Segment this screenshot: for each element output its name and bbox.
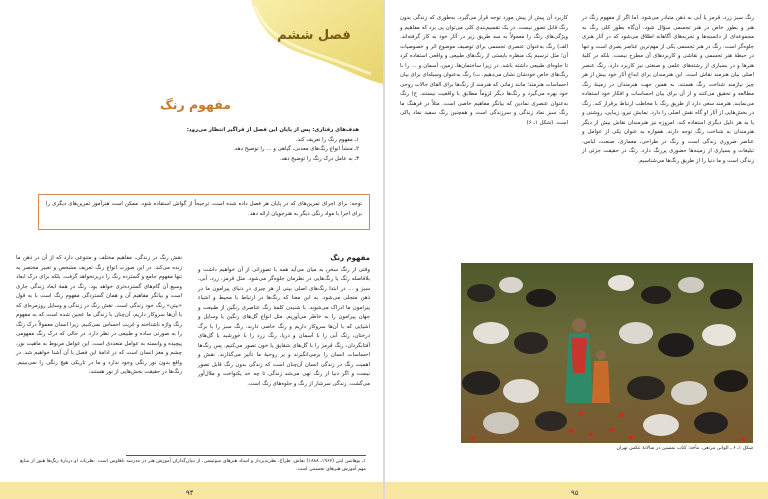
text-column-right — [198, 254, 370, 389]
behavioral-objectives — [59, 126, 359, 164]
objective-item: ۳ـ به عامل درک رنگ را توضیح دهد. — [279, 155, 359, 162]
body-paragraph: وقتی از رنگ سخن به میان می‌آید همه با تصوراتی از آن خواهیم داشت و بلافاصله رنگ یا رنگ‌هایی در نظرمان جلوه‌گر می‌شود. مثل قرمز، زرد، آبی، سبز و … در ابتدا رنگ‌های اصلی بینی از هر چیزی در دنیای پیرامون ما در ذهن متجلی می‌شود. به این معنا که رنگ‌ها در ارتباط با محیط و اشیاء پیرامون ما ادراک می‌شوند. با شنیدن کلمهٔ رنگ عناصری رنگین از طبیعت و جهان پیرامون را به خاطر می‌آوریم. مثل انواع گل‌های رنگین یا وسایل و اشیایی که با آن‌ها سروکار داریم و رنگ خاصی دارند. رنگ سبز را با برگ درختان، رنگ آبی را با آسمان و دریا، رنگ زرد را با خورشید یا گل‌های آفتابگردان، رنگ قرمز را با گل‌های شقایق یا خون تصور می‌کنیم. پس رنگ‌ها احساسات انسان را برمی‌انگیزند و بر روحیهٔ ما تأثیر می‌گذارند. نقش و اهمیت رنگ در زندگی انسان آن‌چنان است که زندگی بدون رنگ قابل تصور نیست و اگر دنیا از رنگ تهی می‌شد زندگی تا چه حد یکنواخت و ملال‌آور می‌گشت. زندگی سرشار از رنگ و جلوه‌های رنگ است. — [198, 266, 370, 387]
footnote-divider — [126, 455, 366, 456]
text-column-left: کاربرد آن پیش از پیش مورد توجه قرار می‌گیرد. به‌طوری که زندگی بدون رنگ قابل تصور نیست. در یک تقسیم‌بندی کلی می‌توان پی برد که مفاهیم و ویژگی‌های رنگ را معمولاً به سه طریق زیر در آثار خود به کار گرفته‌اند. الف) رنگ به‌عنوان عنصری تجسمی برای توصیف موضوع اثر و خصوصیات آن؛ مثل ترسیم یک منظره بایستی از رنگ‌های طبیعی و واقعی استفاده کرد تا جلوه‌ای طبیعی داشته باشد. در زیرا ساختمان‌ها، زمین، آسمان و … را با رنگ‌های خاص خودشان نشان می‌دهیم. ب) رنگ به‌عنوان وسیله‌ای برای بیان احساسات هنرمند؛ مانند زمانی که هنرمند از رنگ‌ها برای القای حالات روحی خود بهره می‌گیرد و رنگ‌ها دیگر لزوماً مطابق با واقعیت نیستند. ج) رنگ به‌عنوان عنصری نمادین که بیانگر مفاهیم خاصی است. مثلاً در فرهنگ ما رنگ سبز نماد زندگی و سرزندگی است و همچنین رنگ سفید نماد پاکی است. (شکل ۱ـ ۶) — [400, 15, 568, 126]
note-box: توجه: برای اجرای تمرین‌های که در پایان هر فصل داده شده است، ترجیحاً از گواش استفاده شود. ممکن است هنرآموز تمرین‌های دیگری را برای اجرا با مواد رنگی دیگر به هنرجویان ارائه دهد. — [38, 194, 370, 230]
figure-caption: شکل ۱ـ ۶ ـ الوانی مرتعی. مأخذ: کتاب تمسین در سالانهٔ عکس تهران — [616, 446, 753, 451]
page-94 — [0, 0, 383, 499]
text-column-left: نقش رنگ در زندگی، مفاهیم مختلف و متنوعی دارد که از آن در ذهن ما زنده می‌کند. در این صورت انواع رنگ تعریف مشخص و تعبیر مختصر به تنها مفهوم جامع و گسترده رنگ را دربرنخواهد گرفت. بلکه برای درک ابعاد وسیع آن گام‌های گسترده‌تری خواهد بود. رنگ در همهٔ ابعاد زندگی جاری است و بیانگر مفاهیم آن و همان گستردگی مفهوم رنگ است با به قول «بیتن» رنگ خود زندگی است. نقش رنگ در زندگی و وسایل روزمره‌ای که با آن‌ها سروکار داریم، آن‌چنان با زندگی ما عجین شده است که به مفهوم رنگ واژه ناشناخته و غریب احساس نمی‌کنیم. زیرا انسان معمولاً درک رنگ را به صورتی ساده و طبیعی در نظر دارد. در حالی که درک رنگ مفهومی پیچیده و وابسته به عوامل متعددی است. این عوامل مربوط به ماهیت نور، چشم و مغز انسان است که در ادامهٔ این فصل با آن آشنا خواهیم شد. در واقع بدون نور رنگی وجود ندارد و ما در تاریکی هیچ رنگی را نمی‌بینیم. رنگ‌ها در حقیقت بخش‌هایی از نور هستند. — [16, 255, 182, 375]
chapter-title: فصل ششم — [277, 28, 351, 43]
footnote: ۱ـ یوهانس ایتن (۱۹۶۷ـ ۱۸۸۸) نقاش، طراح، نظریه‌پرداز و استاد هنرهای سوئیسی، از بنیان‌گذاران آموزش هنر در مدرسه باهاوس است. نظریات او دربارهٔ رنگ‌ها هنوز از منابع مهم آموزش هنرهای تجسمی است. — [20, 459, 366, 472]
page-95 — [385, 0, 768, 499]
page-number: ۹۵ — [571, 489, 579, 497]
page-number: ۹۴ — [186, 489, 194, 497]
text-column-right: رنگ سبز زرد، قرمز یا آبی به ذهن متبادر می‌شود. اما اگر از مفهوم رنگ در هنر و بطور خاص در هنر تجسمی سؤال شود، آن‌گاه بطور کلی رنگ به مجموعه‌ای از دانسته‌ها و تجربه‌های آگاهانه اطلاق می‌شود که در آثار هنری جلوه‌گر است. رنگ در هنر تجسمی یکی از مهم‌ترین عناصر بصری است و تنها در حیطهٔ هنر تجسمی و نقاشی و کاربردهای آن مطرح نیست. بلکه در کلیهٔ هنرها و در بسیاری از رشته‌های علمی و صنعتی نیز کاربرد دارد. رنگ عنصر اصلی بیان هنرمند نقاش است. این هنرمندان برای ابداع آثار خود بیش از هر چیز نیازمند شناخت رنگ هستند. به همین جهت هنرمندان در زمینهٔ رنگ مطالعه و تحقیق می‌کنند و از آن برای بیان احساسات و افکار خود استفاده می‌نمایند. هنرمند سعی دارد از طریق رنگ با مخاطب ارتباط برقرار کند. رنگ در بخش‌هایی از آثار او گاه نقش اصلی را دارد. نمایش نیرو، زیبایی، روشنی و یا به هر دلیل دیگری استفاده کند. امروزه نیز هنرمندان نقاش بیش از دیگر هنرمندان به شناخت رنگ توجه دارند. همواره به عنوان یکی از عوامل و عناصر ضروری زندگی است و رنگ در طراحی، معماری، صنعت، لباس، تبلیغات و بسیاری از زمینه‌ها حضوری پررنگ دارد. رنگ در حقیقت جزئی از زندگی است و ما دنیا را از طریق رنگ‌ها می‌شناسیم. — [582, 15, 754, 164]
objective-item: ۱ـ مفهوم رنگ را تعریف کند. — [295, 136, 359, 143]
objectives-heading: هدف‌های رفتاری: پس از پایان این فصل از فراگیر انتظار می‌رود: — [186, 127, 359, 133]
objective-item: ۲ـ منشأ انواع رنگ‌های معدنی، گیاهی و … را توضیح دهد. — [233, 146, 359, 152]
lesson-title: مفهوم رنگ — [159, 97, 231, 112]
photo-herd-of-goats — [461, 263, 753, 443]
section-heading: مفهوم رنگ — [330, 254, 370, 262]
